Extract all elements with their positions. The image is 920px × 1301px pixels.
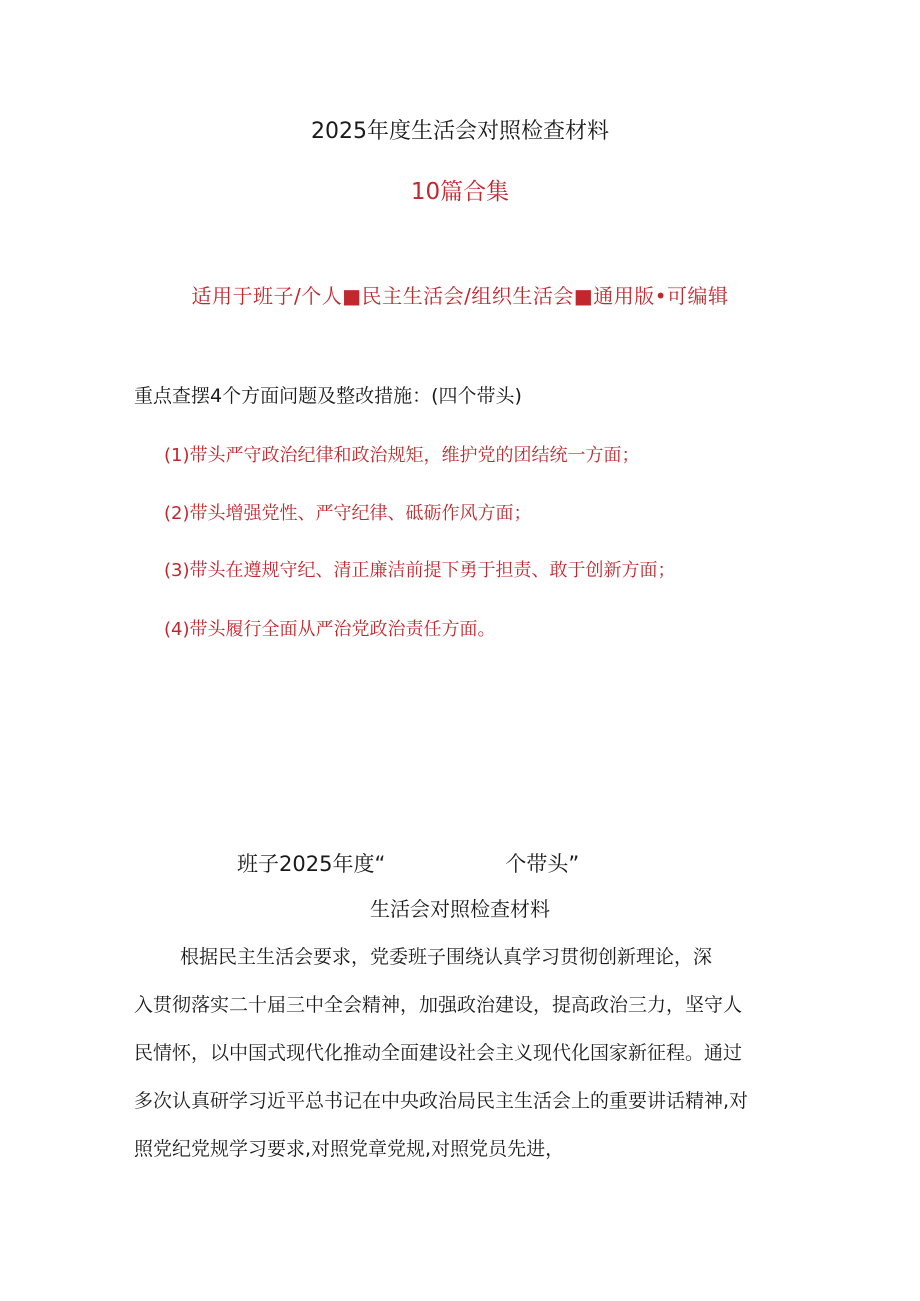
focus-item-1: (1)带头严守政治纪律和政治规矩，维护党的团结统一方面； <box>164 445 640 466</box>
document-subtitle: 10篇合集 <box>410 179 510 205</box>
body-line-4: 多次认真研学习近平总书记在中央政治局民主生活会上的重要讲话精神,对 <box>134 1090 749 1112</box>
section-title-line2: 生活会对照检查材料 <box>370 897 550 921</box>
body-line-5: 照党纪党规学习要求,对照党章党规,对照党员先进， <box>134 1138 565 1160</box>
focus-item-4: (4)带头履行全面从严治党政治责任方面。 <box>164 619 496 640</box>
body-line-1: 根据民主生活会要求，党委班子围绕认真学习贯彻创新理论，深 <box>180 946 713 968</box>
section-title-left: 班子2025年度“ <box>237 852 386 876</box>
section-title-right: 个带头” <box>505 852 580 876</box>
body-line-3: 民情怀，以中国式现代化推动全面建设社会主义现代化国家新征程。通过 <box>134 1042 743 1064</box>
scope-line: 适用于班子/个人■民主生活会/组织生活会■通用版•可编辑 <box>191 284 729 308</box>
focus-item-2: (2)带头增强党性、严守纪律、砥砺作风方面； <box>164 503 532 524</box>
focus-item-3: (3)带头在遵规守纪、清正廉洁前提下勇于担责、敢于创新方面； <box>164 560 676 581</box>
section-title-line1 <box>237 848 579 878</box>
document-title: 2025年度生活会对照检查材料 <box>311 119 609 144</box>
body-line-2: 入贯彻落实二十届三中全会精神，加强政治建设，提高政治三力，坚守人 <box>134 994 743 1016</box>
focus-heading: 重点查摆4个方面问题及整改措施：(四个带头) <box>134 385 522 407</box>
